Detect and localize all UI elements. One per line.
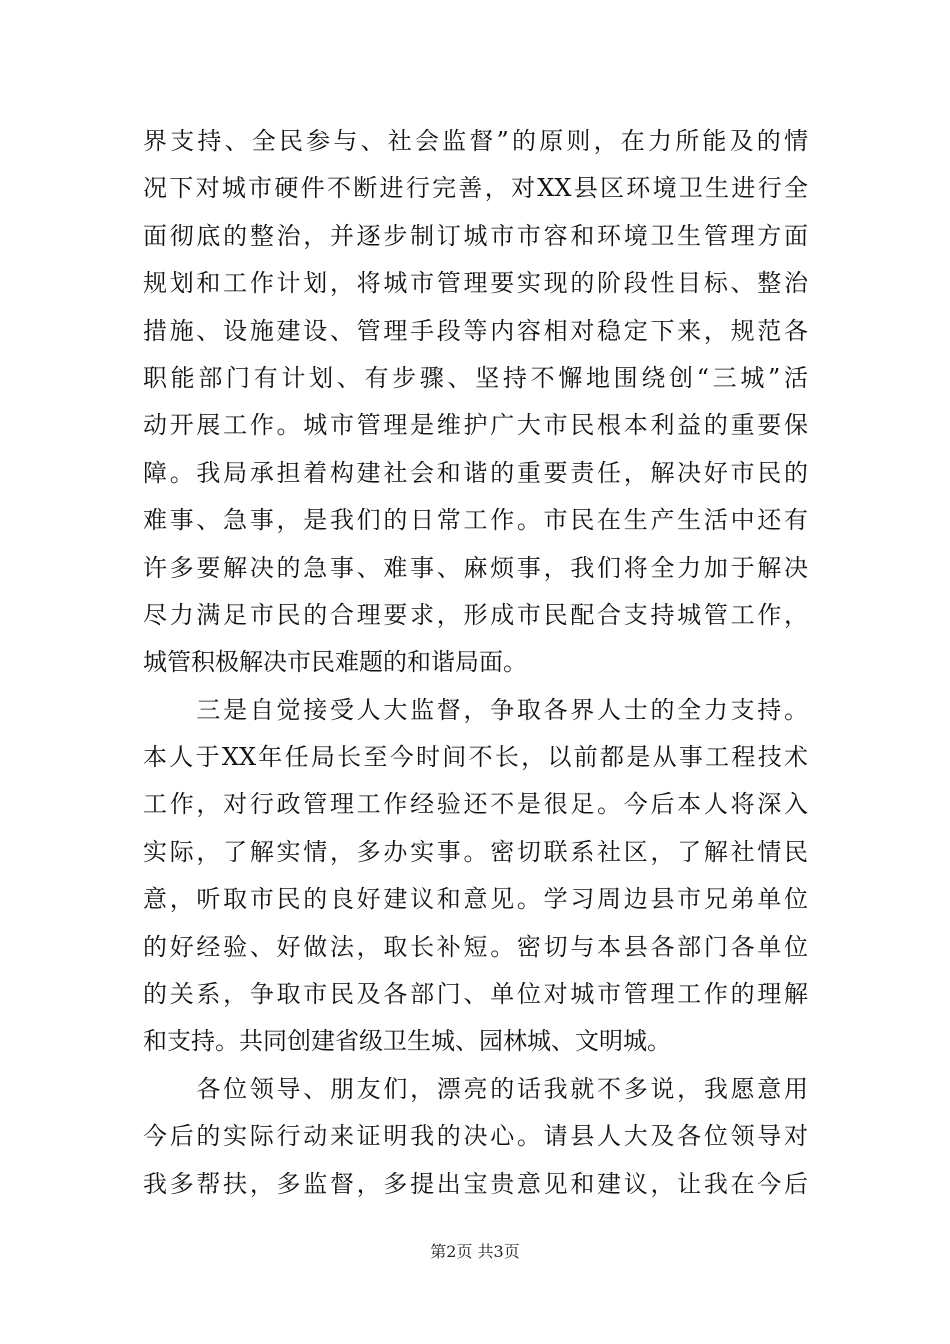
text-line: 职能部门有计划、有步骤、坚持不懈地围绕创“三城”活 [143, 363, 808, 392]
text-line: 意，听取市民的良好建议和意见。学习周边县市兄弟单位 [143, 885, 808, 914]
text-line: 尽力满足市民的合理要求，形成市民配合支持城管工作， [143, 600, 808, 629]
text-line: 界支持、全民参与、社会监督”的原则，在力所能及的情 [143, 127, 808, 155]
text-line: 城管积极解决市民难题的和谐局面。 [143, 648, 527, 677]
text-line: 动开展工作。城市管理是维护广大市民根本利益的重要保 [143, 411, 808, 440]
text-line: 的好经验、好做法，取长补短。密切与本县各部门各单位 [143, 932, 808, 961]
text-line: 各位领导、朋友们，漂亮的话我就不多说，我愿意用 [143, 1074, 808, 1103]
text-line: 许多要解决的急事、难事、麻烦事，我们将全力加于解决 [143, 553, 808, 582]
page-number-footer: 第2页 共3页 [430, 1242, 520, 1261]
text-line: 我多帮扶，多监督，多提出宝贵意见和建议，让我在今后 [143, 1169, 808, 1198]
text-line: 规划和工作计划，将城市管理要实现的阶段性目标、整治 [143, 269, 808, 298]
text-line: 难事、急事，是我们的日常工作。市民在生产生活中还有 [143, 506, 808, 535]
text-line: 面彻底的整治，并逐步制订城市市容和环境卫生管理方面 [143, 221, 808, 250]
text-line: 工作，对行政管理工作经验还不是很足。今后本人将深入 [143, 790, 808, 819]
text-line: 三是自觉接受人大监督，争取各界人士的全力支持。 [143, 695, 808, 724]
text-line: 今后的实际行动来证明我的决心。请县人大及各位领导对 [143, 1122, 808, 1151]
text-line: 实际，了解实情，多办实事。密切联系社区，了解社情民 [143, 837, 808, 866]
body-text [143, 118, 808, 1208]
text-line: 和支持。共同创建省级卫生城、园林城、文明城。 [143, 1027, 671, 1056]
text-line: 况下对城市硬件不断进行完善，对XX县区环境卫生进行全 [143, 174, 808, 203]
text-line: 的关系，争取市民及各部门、单位对城市管理工作的理解 [143, 980, 808, 1009]
text-line: 本人于XX年任局长至今时间不长，以前都是从事工程技术 [143, 743, 808, 772]
text-line: 障。我局承担着构建社会和谐的重要责任，解决好市民的 [143, 458, 808, 487]
text-line: 措施、设施建设、管理手段等内容相对稳定下来，规范各 [143, 316, 808, 345]
